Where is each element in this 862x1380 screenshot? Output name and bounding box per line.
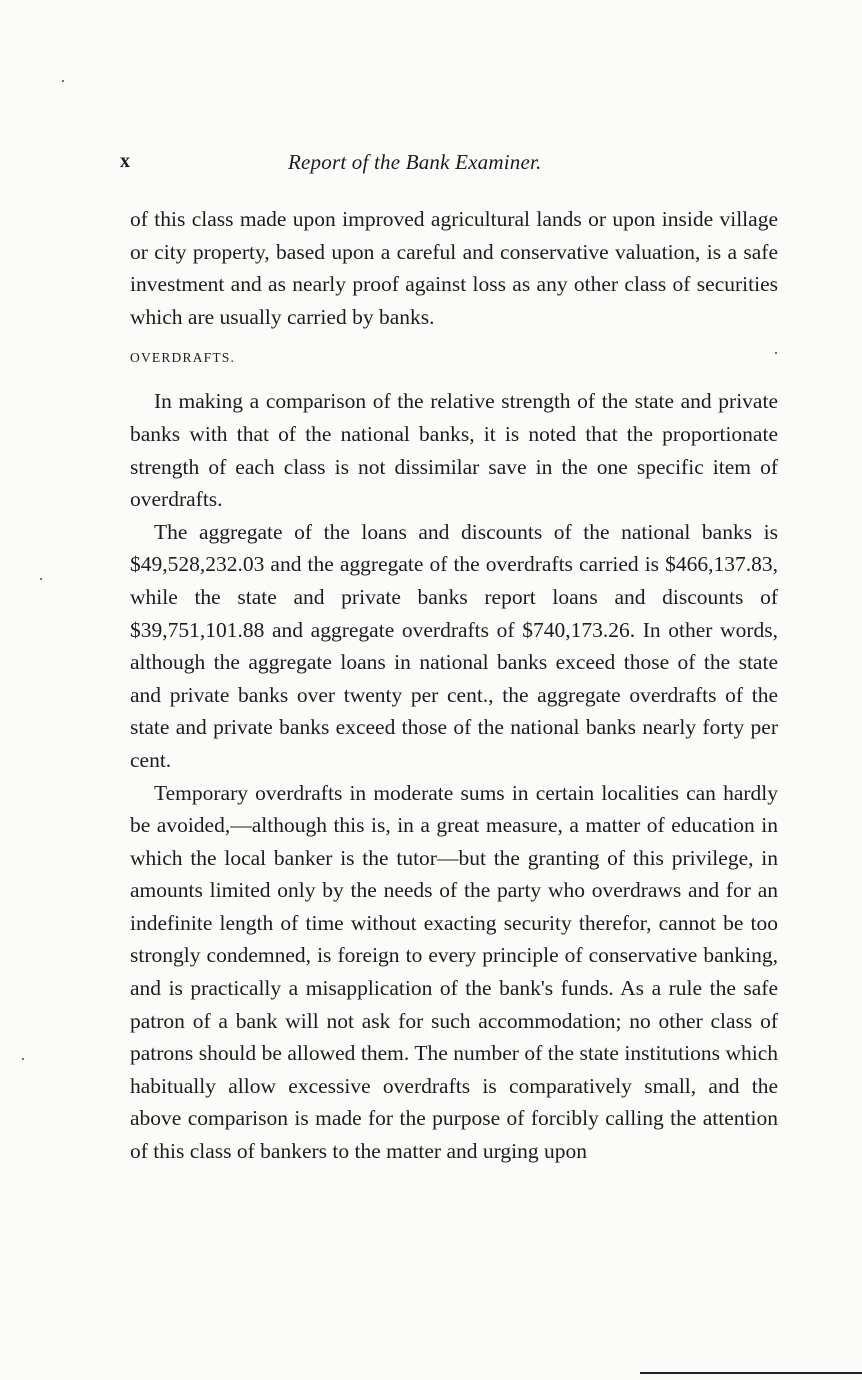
paragraph: The aggregate of the loans and discounts of the national banks is $49,528,232.03 and the aggregate of the overdrafts carried is $466,137.83, while the state and private banks report loans and discounts of $39,751,101.88 and aggregate overdrafts of $740,173.26. In other words, although the aggregate loans in national banks exceed those of the state and private banks over twenty per cent., the aggregate overdrafts of the state and private banks exceed those of the national banks nearly forty per cent. — [130, 519, 778, 772]
page-header — [120, 150, 780, 180]
body-text — [130, 203, 778, 1168]
paragraph: Temporary overdrafts in moderate sums in certain localities can hardly be avoided,—although this is, in a great measure, a matter of education in which the local banker is the tutor—but the granting of this privilege, in amounts limited only by the needs of the party who overdraws and for an indefinite length of time without exacting security therefor, cannot be too strongly condemned, is foreign to every principle of conservative banking, and is practically a misapplication of the bank's funds. As a rule the safe patron of a bank will not ask for such accommodation; no other class of patrons should be allowed them. The number of the state institutions which habitually allow excessive overdrafts is comparatively small, and the above comparison is made for the purpose of forcibly calling the attention of this class of bankers to the matter and urging upon — [130, 780, 778, 1164]
paper-speck — [40, 578, 42, 580]
paragraph-continuation: of this class made upon improved agricultural lands or upon inside village or city property, based upon a careful and conservative valuation, is a safe investment and as nearly proof against loss as any other class of securities which are usually carried by banks. — [130, 207, 778, 329]
section-heading: OVERDRAFTS. — [130, 350, 236, 366]
page-edge-line — [640, 1372, 862, 1374]
page-number: x — [120, 150, 130, 172]
paper-speck — [775, 352, 777, 354]
paragraph: In making a comparison of the relative strength of the state and private banks with that of the national banks, it is noted that the proportionate strength of each class is not dissimilar save in the one specific item of overdrafts. — [130, 389, 778, 512]
paper-speck — [22, 1058, 24, 1060]
running-title: Report of the Bank Examiner. — [288, 150, 542, 174]
paper-speck — [62, 80, 64, 82]
